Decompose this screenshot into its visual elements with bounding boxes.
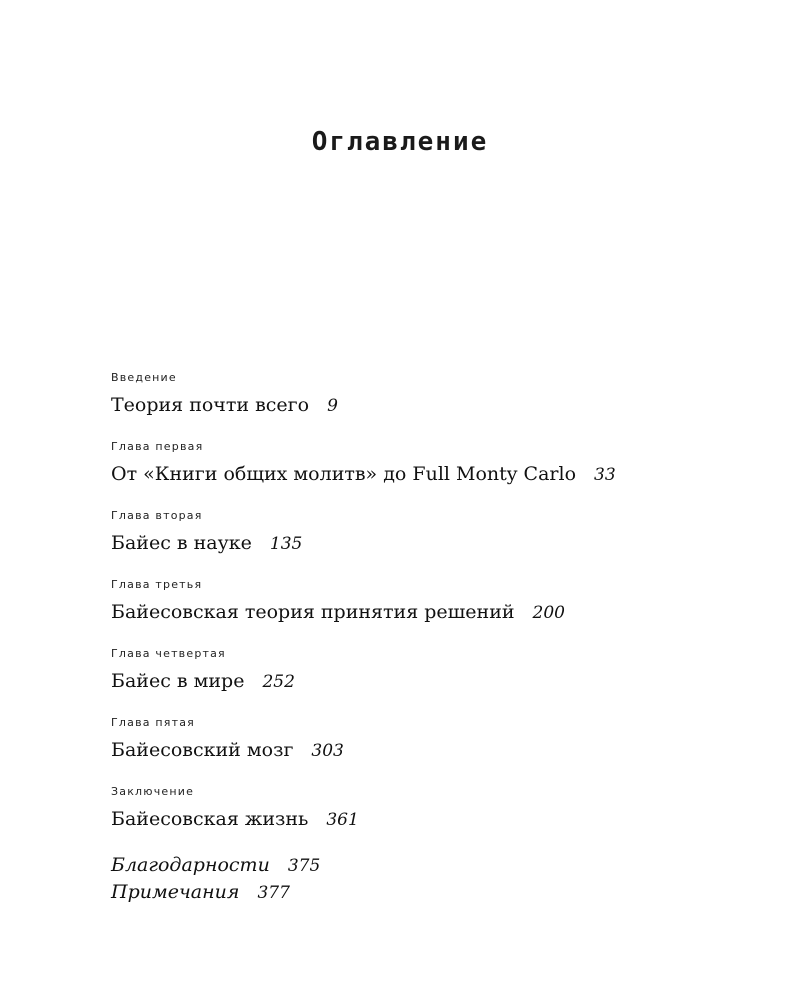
- toc-page-number: 252: [262, 672, 295, 692]
- toc-section-title[interactable]: Байесовская жизнь: [111, 808, 309, 830]
- toc-back-title[interactable]: Примечания: [111, 881, 240, 903]
- toc-section-title[interactable]: Байес в мире: [111, 670, 245, 692]
- toc-entry-conclusion[interactable]: [111, 784, 751, 834]
- toc-page-number: 303: [311, 741, 344, 761]
- toc-page-number: 377: [257, 883, 290, 903]
- toc-page-number: 361: [326, 810, 359, 830]
- toc-section-label: Глава вторая: [111, 509, 203, 522]
- toc-section-title[interactable]: Байес в науке: [111, 532, 252, 554]
- toc-page-number: 200: [532, 603, 565, 623]
- toc-section-label: Глава четвертая: [111, 647, 226, 660]
- toc-section-title[interactable]: Байесовский мозг: [111, 739, 294, 761]
- toc-back-matter: [111, 852, 320, 906]
- toc-section-label: Введение: [111, 371, 177, 384]
- toc-page-number: 33: [594, 465, 616, 485]
- toc-section-label: Заключение: [111, 785, 195, 798]
- toc-entry-chapter-3[interactable]: [111, 577, 751, 627]
- toc-entry-introduction[interactable]: [111, 370, 751, 420]
- toc-page-number: 375: [287, 856, 321, 876]
- toc-entry-chapter-4[interactable]: [111, 646, 751, 696]
- toc-entry-notes[interactable]: [111, 879, 320, 906]
- toc-entry-chapter-5[interactable]: [111, 715, 751, 765]
- page-title: Оглавление: [311, 127, 489, 157]
- toc-section-label: Глава первая: [111, 440, 204, 453]
- toc-section-title[interactable]: Байесовская теория принятия решений: [111, 601, 515, 623]
- toc-page-number: 135: [269, 534, 303, 554]
- toc-section-label: Глава третья: [111, 578, 203, 591]
- toc-section-title[interactable]: От «Книги общих молитв» до Full Monty Carlo: [111, 463, 577, 485]
- toc-page-number: 9: [327, 396, 338, 416]
- toc-entry-chapter-1[interactable]: [111, 439, 751, 489]
- table-of-contents: [111, 370, 751, 853]
- toc-back-title[interactable]: Благодарности: [111, 854, 270, 876]
- toc-entry-chapter-2[interactable]: [111, 508, 751, 558]
- toc-section-title[interactable]: Теория почти всего: [111, 394, 310, 416]
- toc-entry-acknowledgments[interactable]: [111, 852, 320, 879]
- toc-section-label: Глава пятая: [111, 716, 195, 729]
